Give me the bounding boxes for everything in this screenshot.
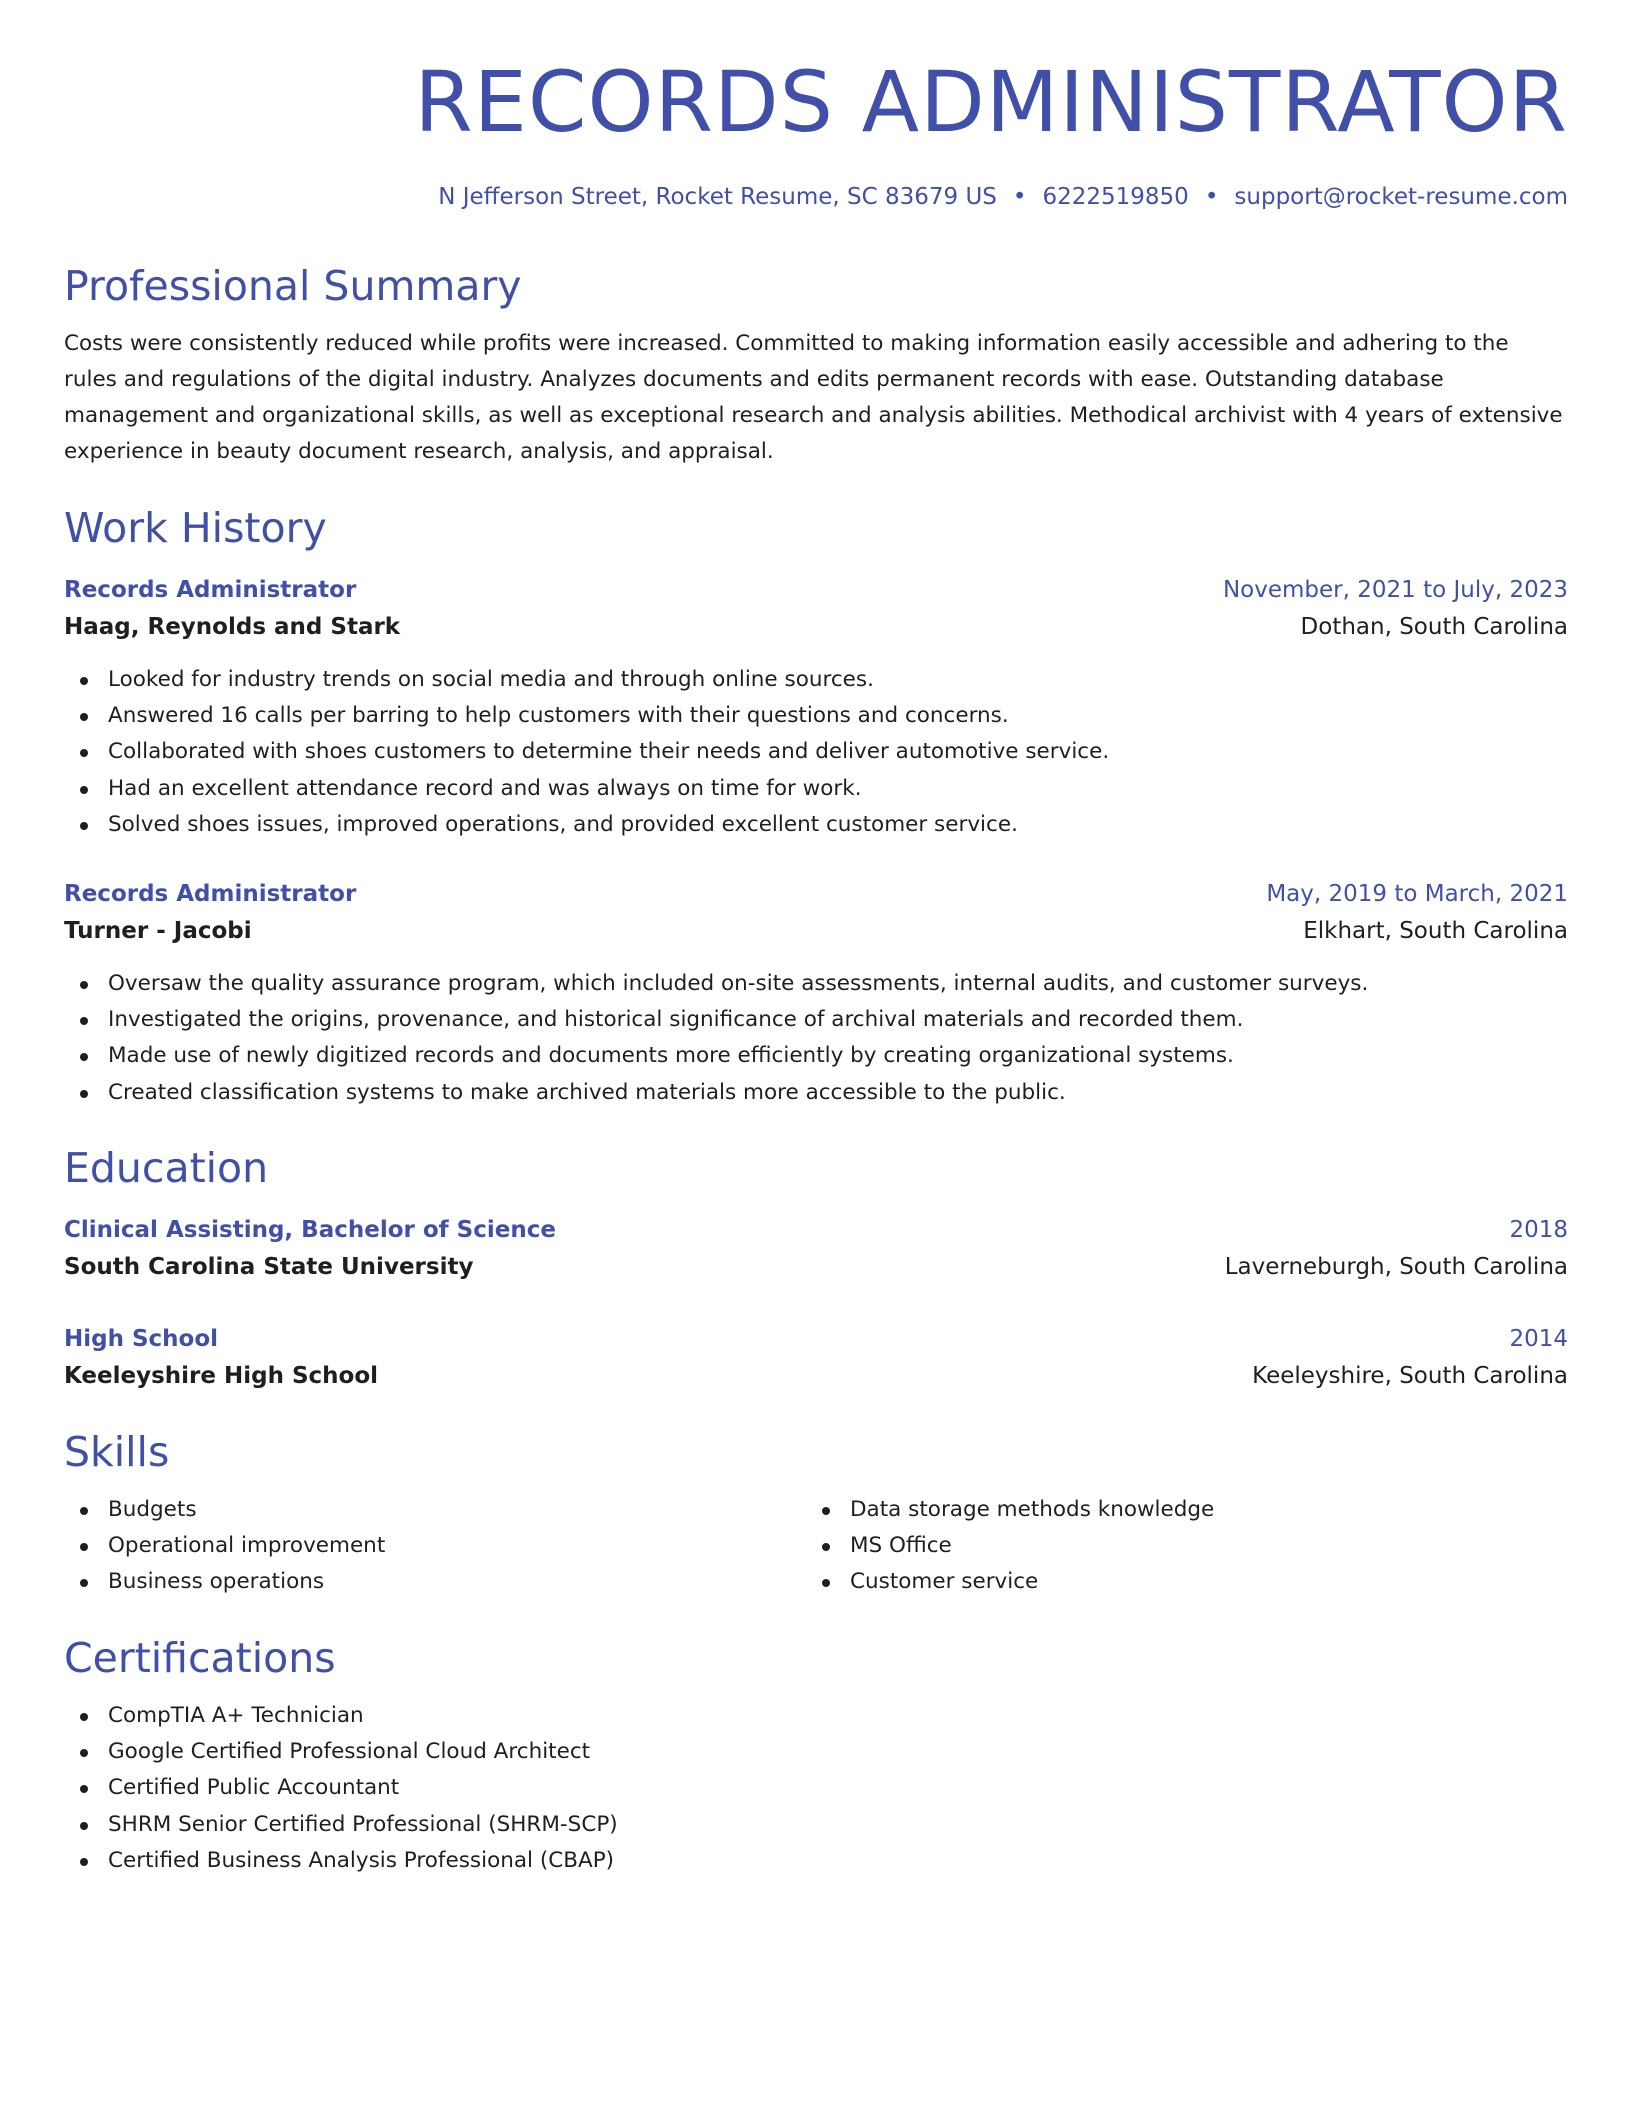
bullet-icon [80, 1822, 88, 1830]
bullet-icon [80, 1749, 88, 1757]
school-name: Keeleyshire High School [64, 1363, 379, 1389]
degree: Clinical Assisting, Bachelor of Science [64, 1217, 556, 1243]
phone: 6222519850 [1042, 184, 1189, 210]
bullet-icon [80, 1785, 88, 1793]
graduation-year: 2014 [1509, 1326, 1568, 1352]
summary-text: Costs were consistently reduced while profits were increased. Committed to making information easily accessible and adhering to the rules and regulations of the digital industry. Analyzes documents and edits permanent records with ease. Outstanding database management and organizational skills, as well as exceptional research and analysis abilities. Methodical archivist with 4 years of extensive experience in beauty document research, analysis, and appraisal. [64, 331, 1563, 464]
bullet-icon [80, 822, 88, 830]
list-item: Investigated the origins, provenance, and historical significance of archival materials and recorded them. [64, 1002, 1568, 1038]
bullet-icon [80, 1017, 88, 1025]
address: N Jefferson Street, Rocket Resume, SC 83679 US [438, 184, 997, 210]
bullet-icon [80, 1543, 88, 1551]
list-item: Oversaw the quality assurance program, which included on-site assessments, internal audits, and customer surveys. [64, 966, 1568, 1002]
bullet-icon [822, 1579, 830, 1587]
list-item: Answered 16 calls per barring to help customers with their questions and concerns. [64, 698, 1568, 734]
school-location: Keeleyshire, South Carolina [1252, 1363, 1568, 1389]
job-dates: November, 2021 to July, 2023 [1222, 577, 1568, 603]
job-location: Dothan, South Carolina [1300, 614, 1568, 640]
bullet-icon [80, 713, 88, 721]
graduation-year: 2018 [1509, 1217, 1568, 1243]
education-heading: Education [64, 1144, 269, 1192]
bullet-icon [80, 981, 88, 989]
education-entry [64, 1321, 1568, 1395]
job-entry [64, 572, 1568, 843]
bullet-icon [80, 1858, 88, 1866]
summary-heading: Professional Summary [64, 262, 522, 310]
job-entry [64, 876, 1568, 1111]
job-title: Records Administrator [64, 881, 357, 907]
list-item: Created classification systems to make archived materials more accessible to the public. [64, 1075, 1568, 1111]
education-heading-block [64, 1142, 1568, 1194]
job-bullets [64, 662, 1568, 843]
list-item: Data storage methods knowledge [806, 1492, 1548, 1528]
work-history-heading-block [64, 502, 1568, 554]
certifications-heading: Certifications [64, 1634, 336, 1682]
summary-section [64, 260, 1568, 470]
list-item: Had an excellent attendance record and was always on time for work. [64, 771, 1568, 807]
job-bullets [64, 966, 1568, 1111]
bullet-icon [80, 1579, 88, 1587]
list-item: SHRM Senior Certified Professional (SHRM-SCP) [64, 1807, 1568, 1843]
job-dates: May, 2019 to March, 2021 [1266, 881, 1568, 907]
list-item: Solved shoes issues, improved operations, and provided excellent customer service. [64, 807, 1568, 843]
email: support@rocket-resume.com [1234, 184, 1568, 210]
bullet-icon [822, 1543, 830, 1551]
skills-list-left [64, 1492, 806, 1601]
bullet-icon [80, 1053, 88, 1061]
company-name: Turner - Jacobi [64, 918, 252, 944]
school-location: Laverneburgh, South Carolina [1224, 1254, 1568, 1280]
contact-line [438, 180, 1568, 214]
list-item: Operational improvement [64, 1528, 806, 1564]
bullet-icon [80, 786, 88, 794]
list-item: Looked for industry trends on social media and through online sources. [64, 662, 1568, 698]
bullet-icon [80, 1090, 88, 1098]
list-item: Certified Business Analysis Professional (CBAP) [64, 1843, 1568, 1879]
list-item: Budgets [64, 1492, 806, 1528]
job-location: Elkhart, South Carolina [1303, 918, 1568, 944]
bullet-icon [80, 677, 88, 685]
work-history-heading: Work History [64, 504, 327, 552]
list-item: Google Certified Professional Cloud Architect [64, 1734, 1568, 1770]
bullet-icon [80, 1507, 88, 1515]
bullet-icon [822, 1507, 830, 1515]
separator-dot: • [1012, 184, 1027, 210]
degree: High School [64, 1326, 219, 1352]
list-item: Customer service [806, 1564, 1548, 1600]
candidate-name: RECORDS ADMINISTRATOR [414, 53, 1568, 151]
list-item: Business operations [64, 1564, 806, 1600]
school-name: South Carolina State University [64, 1254, 474, 1280]
certifications-section [64, 1632, 1568, 1879]
separator-dot: • [1204, 184, 1219, 210]
bullet-icon [80, 1713, 88, 1721]
list-item: CompTIA A+ Technician [64, 1698, 1568, 1734]
list-item: Collaborated with shoes customers to determine their needs and deliver automotive service. [64, 734, 1568, 770]
skills-section [64, 1426, 1568, 1601]
list-item: MS Office [806, 1528, 1548, 1564]
education-entry [64, 1212, 1568, 1286]
job-title: Records Administrator [64, 577, 357, 603]
skills-list-right [806, 1492, 1548, 1601]
company-name: Haag, Reynolds and Stark [64, 614, 401, 640]
skills-heading: Skills [64, 1428, 170, 1476]
certifications-list [64, 1698, 1568, 1879]
list-item: Certified Public Accountant [64, 1770, 1568, 1806]
bullet-icon [80, 749, 88, 757]
list-item: Made use of newly digitized records and documents more efficiently by creating organizational systems. [64, 1038, 1568, 1074]
